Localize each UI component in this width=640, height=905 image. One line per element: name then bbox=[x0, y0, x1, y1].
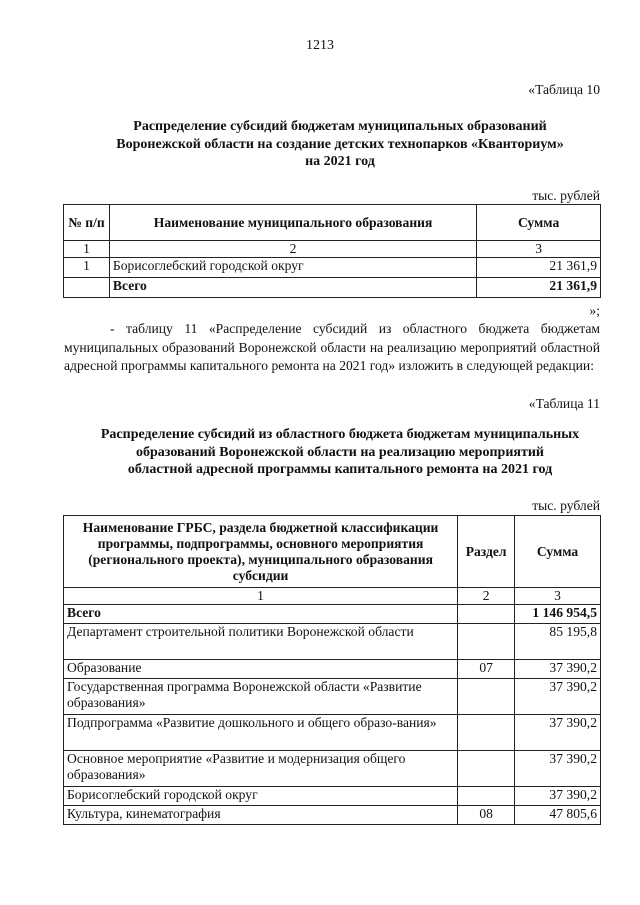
header-sum: Сумма bbox=[477, 205, 601, 241]
table11-title: Распределение субсидий из областного бюджета бюджетам муниципальных образований Воронежской области на реализацию мероприятий областной адресной программы капитального ремонта на 2021 год bbox=[100, 427, 580, 477]
row-section: 08 bbox=[458, 806, 515, 825]
table-row bbox=[64, 605, 601, 624]
index-cell: 1 bbox=[64, 241, 110, 258]
header-name: Наименование муниципального образования bbox=[109, 205, 476, 241]
row-name: Образование bbox=[64, 660, 458, 679]
table11-caption: «Таблица 11 bbox=[528, 396, 600, 411]
row-section bbox=[458, 624, 515, 660]
row-name: Основное мероприятие «Развитие и модернизация общего образования» bbox=[64, 751, 458, 787]
index-cell: 3 bbox=[477, 241, 601, 258]
table-10 bbox=[63, 204, 601, 298]
units-label-2: тыс. рублей bbox=[532, 498, 600, 513]
row-sum: 37 390,2 bbox=[515, 751, 601, 787]
table-row-total bbox=[64, 278, 601, 298]
row-section: 07 bbox=[458, 660, 515, 679]
header-section: Раздел bbox=[458, 516, 515, 588]
table-row bbox=[64, 258, 601, 278]
table-row bbox=[64, 751, 601, 787]
index-cell: 3 bbox=[515, 588, 601, 605]
total-label: Всего bbox=[109, 278, 476, 298]
row-section bbox=[458, 605, 515, 624]
row-name: Культура, кинематография bbox=[64, 806, 458, 825]
table-11 bbox=[63, 515, 601, 825]
table10-caption: «Таблица 10 bbox=[528, 82, 600, 97]
row-name: Департамент строительной политики Воронежской области bbox=[64, 624, 458, 660]
row-name: Всего bbox=[64, 605, 458, 624]
row-sum: 37 390,2 bbox=[515, 660, 601, 679]
row-sum: 37 390,2 bbox=[515, 787, 601, 806]
index-cell: 1 bbox=[64, 588, 458, 605]
row-sum: 1 146 954,5 bbox=[515, 605, 601, 624]
units-label-1: тыс. рублей bbox=[532, 188, 600, 203]
page-number: 1213 bbox=[306, 38, 334, 53]
row-name: Подпрограмма «Развитие дошкольного и общего образо-вания» bbox=[64, 715, 458, 751]
row-section bbox=[458, 679, 515, 715]
index-cell: 2 bbox=[458, 588, 515, 605]
table10-title: Распределение субсидий бюджетам муниципальных образований Воронежской области на создание детских технопарков «Кванториум» на 2021 год bbox=[116, 119, 564, 169]
row-name: Борисоглебский городской округ bbox=[64, 787, 458, 806]
table-row bbox=[64, 715, 601, 751]
row-section bbox=[458, 787, 515, 806]
row-sum: 21 361,9 bbox=[477, 258, 601, 278]
header-num: № п/п bbox=[64, 205, 110, 241]
row-sum: 47 805,6 bbox=[515, 806, 601, 825]
header-name: Наименование ГРБС, раздела бюджетной классификации программы, подпрограммы, основного мероприятия (регионального проекта), муниципального образования субсидии bbox=[64, 516, 458, 588]
close-quote: »; bbox=[589, 303, 600, 318]
table-row bbox=[64, 624, 601, 660]
table-row bbox=[64, 787, 601, 806]
index-cell: 2 bbox=[109, 241, 476, 258]
row-num: 1 bbox=[64, 258, 110, 278]
row-section bbox=[458, 715, 515, 751]
row-section bbox=[458, 751, 515, 787]
empty-cell bbox=[64, 278, 110, 298]
total-sum: 21 361,9 bbox=[477, 278, 601, 298]
paragraph: - таблицу 11 «Распределение субсидий из областного бюджета бюджетам муниципальных образований Воронежской области на реализацию мероприятий областной адресной программы капитального ремонта на 2021 год» изложить в следующей редакции: bbox=[64, 321, 600, 373]
header-sum: Сумма bbox=[515, 516, 601, 588]
table-row bbox=[64, 660, 601, 679]
row-name: Борисоглебский городской округ bbox=[109, 258, 476, 278]
row-name: Государственная программа Воронежской области «Развитие образования» bbox=[64, 679, 458, 715]
table-row bbox=[64, 679, 601, 715]
row-sum: 85 195,8 bbox=[515, 624, 601, 660]
row-sum: 37 390,2 bbox=[515, 679, 601, 715]
row-sum: 37 390,2 bbox=[515, 715, 601, 751]
table-row bbox=[64, 806, 601, 825]
